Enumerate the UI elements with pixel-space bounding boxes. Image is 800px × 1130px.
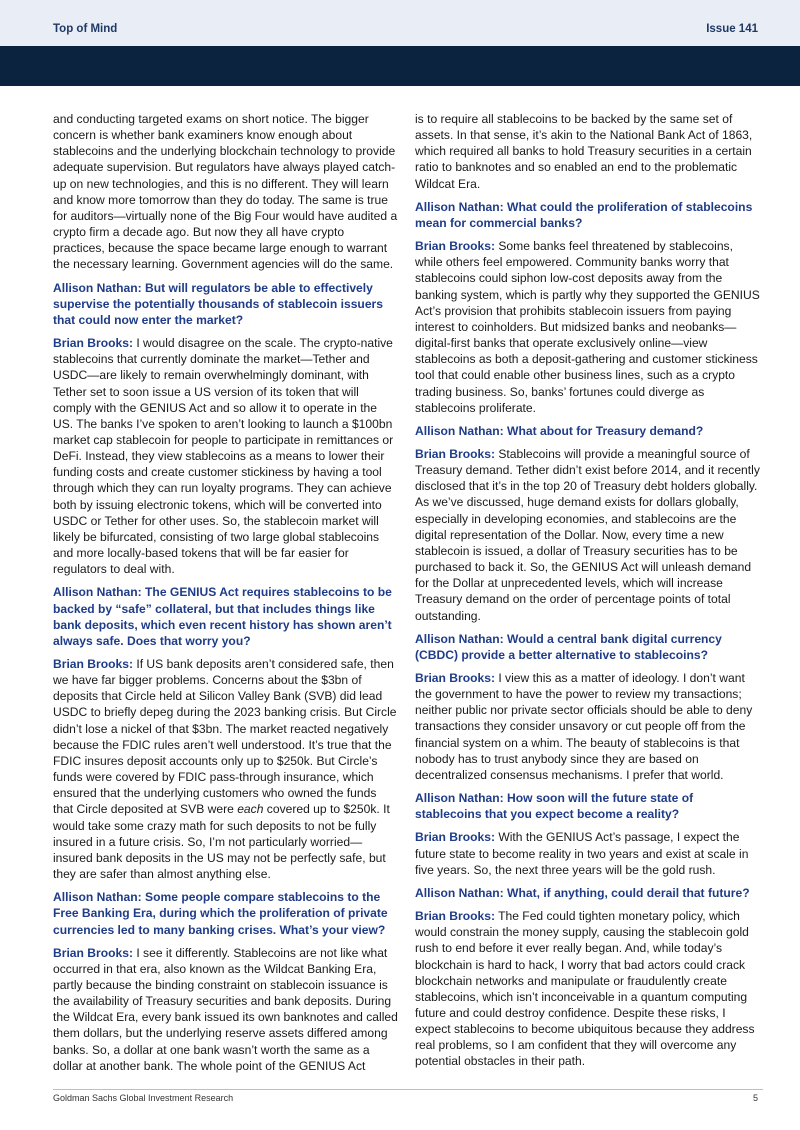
answer-text: I view this as a matter of ideology. I don’t want the government to have the power to review my transactions; neither public nor private sector officials should be able to deny transactions they consider unsavory or cut people off from the financial system on a whim. The beauty of stablecoins is that nobody has to trust anybody since they are based on decentralized consensus mechanisms. I prefer that world. bbox=[415, 671, 753, 782]
answer-text: The Fed could tighten monetary policy, which would constrain the money supply, causing the stablecoin gold rush to end before it ever really began. And, while today’s blockchain is hard to hack, I worry that bad actors could crack blockchain networks and manipulate or fraudulently create stablecoins, which isn’t inconceivable in a quantum computing future and could destroy confidence. Despite these risks, I expect stablecoins to become ubiquitous because they address real problems, so I am confident that they will overcome any potential obstacles in their path. bbox=[415, 909, 755, 1069]
speaker-name: Brian Brooks: bbox=[415, 446, 495, 461]
body-paragraph: and conducting targeted exams on short notice. The bigger concern is whether bank examiners know enough about stablecoins and the underlying blockchain technology to provide adequate supervision. But regulators have always played catch-up on new technologies, and this is no different. They will learn and know more tomorrow than they do today. The same is true for auditors—virtually none of the Big Four would have audited a crypto firm a decade ago. But now they all have crypto practices, because the space became large enough to warrant the necessary learning. Government agencies will do the same. bbox=[53, 112, 398, 272]
right-column bbox=[415, 111, 761, 1077]
answer-text-continued: covered up to $250k. It would take some crazy math for such deposits to not be fully insured in a future crisis. So, I’m not particularly worried—insured bank deposits in the US may not be perfectly safe, but they are safer than almost anything else. bbox=[53, 802, 390, 882]
interview-answer bbox=[415, 238, 761, 416]
interview-question: Allison Nathan: Would a central bank digital currency (CBDC) provide a better alternative to stablecoins? bbox=[415, 631, 722, 662]
interview-question: Allison Nathan: Some people compare stablecoins to the Free Banking Era, during which the proliferation of private currencies led to many banking crises. What’s your view? bbox=[53, 890, 388, 937]
speaker-name: Brian Brooks: bbox=[415, 830, 495, 845]
footer-divider bbox=[53, 1089, 763, 1090]
speaker-name: Brian Brooks: bbox=[415, 671, 495, 685]
speaker-name: Brian Brooks: bbox=[53, 945, 133, 960]
answer-text: Some banks feel threatened by stablecoins, while others feel empowered. Community banks worry that stablecoins could siphon low-cost deposits away from the banking system, which is partly why they supported the GENIUS Act’s provision that prohibits stablecoin issuers from paying interest to coinholders. But midsized banks and neobanks—digital-first banks that operate exclusively online—view stablecoins as both a deposit-gathering and customer stickiness tool that could enable other business lines, such as a crypto trading business. So, banks’ fortunes could diverge as stablecoins proliferate. bbox=[415, 239, 760, 415]
header-bar bbox=[0, 0, 800, 46]
issue-number: Issue 141 bbox=[706, 23, 758, 35]
speaker-name: Brian Brooks: bbox=[415, 909, 495, 924]
answer-text: I would disagree on the scale. The crypto-native stablecoins that currently dominate the market—Tether and USDC—are likely to remain overwhelmingly dominant, with Tether set to soon issue a US version of its token that will comply with the GENIUS Act and so allow it to operate in the US. The banks I’ve spoken to aren’t looking to launch a $100bn market cap stablecoin for people to participate in remittances or DeFi. Instead, they view stablecoins as a means to lower their funding costs and create customer stickiness by having a tool through which they can run loyalty programs. They can achieve both by issuing electronic tokens, which will be converted into USDC or Tether for other uses. So, the stablecoin market will likely be bifurcated, consisting of two large global stablecoins and more locally-based tokens that will be far easier for regulators to deal with. bbox=[53, 336, 394, 577]
page-number: 5 bbox=[752, 1093, 758, 1103]
interview-question: Allison Nathan: The GENIUS Act requires stablecoins to be backed by “safe” collateral, but that includes things like bank deposits, which even recent history has shown aren’t always safe. Does that worry you? bbox=[53, 585, 392, 648]
interview-answer bbox=[53, 656, 399, 882]
section-title: Top of Mind bbox=[53, 23, 118, 35]
speaker-name: Brian Brooks: bbox=[53, 336, 133, 351]
answer-text: With the GENIUS Act’s passage, I expect the future state to become reality in two years and exist at scale in five years. So, the next three years will be the gold rush. bbox=[415, 830, 749, 877]
interview-answer bbox=[415, 829, 761, 877]
answer-text: Stablecoins will provide a meaningful source of Treasury demand. Tether didn’t exist before 2014, and it recently disclosed that it’s in the top 20 of Treasury debt holders globally. As we’ve discussed, huge demand exists for dollars globally, especially in developing economies, and stablecoins are the digital representation of the Dollar. Now, every time a new stablecoin is issued, a dollar of Treasury securities has to be purchased to back it. So, the GENIUS Act will unleash demand for the Dollar at unprecedented levels, which will increase Treasury demand on the order of percentage points of total outstanding. bbox=[415, 446, 760, 623]
speaker-name: Brian Brooks: bbox=[53, 657, 133, 671]
speaker-name: Brian Brooks: bbox=[415, 239, 495, 254]
body-paragraph: is to require all stablecoins to be backed by the same set of assets. In that sense, it’s akin to the National Bank Act of 1863, which required all banks to hold Treasury securities in a certain ratio to banknotes and so enabled an end to the problematic Wildcat Era. bbox=[415, 112, 753, 191]
interview-question: Allison Nathan: What could the proliferation of stablecoins mean for commercial banks? bbox=[415, 199, 753, 230]
answer-text: I see it differently. Stablecoins are not like what occurred in that era, also known as the Wildcat Banking Era, partly because the binding constraint on stablecoin issuance is the availability of Treasury securities and bank deposits. During the Wildcat Era, every bank issued its own banknotes and called them dollars, but the underlying reserve assets differed among banks. So, a dollar at one bank wasn’t worth the same as a dollar at another bank. The whole point of the GENIUS Act bbox=[53, 945, 398, 1073]
interview-question: Allison Nathan: But will regulators be able to effectively supervise the potentially thousands of stablecoin issuers that could now enter the market? bbox=[53, 280, 383, 327]
interview-question: Allison Nathan: How soon will the future state of stablecoins that you expect become a reality? bbox=[415, 791, 694, 822]
interview-answer bbox=[415, 908, 761, 1070]
interview-question: Allison Nathan: What, if anything, could derail that future? bbox=[415, 885, 750, 900]
interview-answer bbox=[53, 335, 399, 577]
answer-text: If US bank deposits aren’t considered safe, then we have far bigger problems. Concerns about the $3bn of deposits that Circle held at Silicon Valley Bank (SVB) did lead USDC to briefly depeg during the 2023 banking crisis. But Circle didn’t lose a nickel of that $3bn. The market reacted negatively because the FDIC rules aren’t well understood. It’s true that the FDIC insures deposit accounts only up to $250k. But Circle’s funds were covered by FDIC pass-through insurance, which ensured that the underlying customers who owned the funds that Circle deposited at SVB were bbox=[53, 657, 397, 817]
footer-source: Goldman Sachs Global Investment Research bbox=[53, 1093, 234, 1103]
left-column bbox=[53, 111, 399, 1081]
header-banner bbox=[0, 46, 800, 86]
interview-question: Allison Nathan: What about for Treasury demand? bbox=[415, 423, 704, 438]
interview-answer bbox=[415, 446, 761, 624]
interview-answer bbox=[53, 945, 399, 1074]
emphasis-text: each bbox=[237, 802, 264, 817]
interview-answer bbox=[415, 670, 761, 783]
